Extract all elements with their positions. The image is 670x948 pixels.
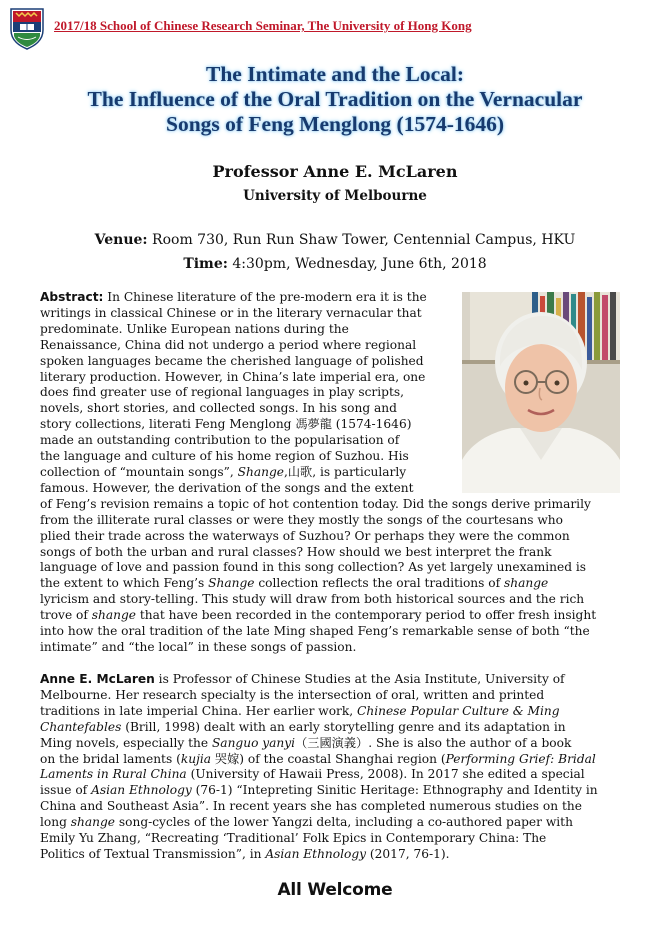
bio-line: (76-1) “Intepreting Sinitic Heritage: Ethnography and Identity in: [191, 783, 598, 798]
abstract-line: into how the oral tradition of the late Ming shaped Feng’s remarkable sense of both “the: [40, 624, 590, 639]
bio-line: Ming novels, especially the: [40, 735, 212, 750]
abstract-italic: shange: [91, 608, 136, 623]
talk-title-line-3: Songs of Feng Menglong (1574-1646): [165, 112, 505, 136]
abstract-line: ,山歌, is particularly: [284, 464, 407, 479]
abstract-line: famous. However, the derivation of the songs and the extent: [40, 480, 414, 495]
bio-italic: Chinese Popular Culture & Ming: [357, 703, 560, 718]
bio-line: (University of Hawaii Press, 2008). In 2017 she edited a special: [186, 767, 585, 782]
abstract-line: trove of: [40, 608, 92, 623]
abstract-line: songs of both the urban and rural classes? How should we best interpret the frank: [40, 544, 552, 559]
time-value: 4:30pm, Wednesday, June 6th, 2018: [227, 256, 487, 272]
time: [0, 256, 670, 272]
abstract-line: from the illiterate rural classes or were they mostly the songs of the courtesans who: [40, 512, 563, 527]
bio-italic: Performing Grief: Bridal: [445, 751, 596, 766]
abstract-line: made an outstanding contribution to the popularisation of: [40, 433, 400, 448]
venue-label: Venue:: [94, 232, 148, 248]
abstract-line: of Feng’s revision remains a topic of hot contention today. Did the songs derive primarily: [40, 496, 591, 511]
abstract-line: writings in classical Chinese or in the literary vernacular that: [40, 305, 422, 320]
abstract-line: collection reflects the oral traditions of: [254, 576, 505, 591]
bio-line: Politics of Textual Transmission”, in: [40, 846, 266, 861]
bio-italic: Sanguo yanyi: [211, 735, 296, 750]
bio-line: （三國演義）. She is also the author of a book: [295, 735, 572, 750]
bio-italic: Asian Ethnology: [265, 846, 367, 861]
venue-value: Room 730, Run Run Shaw Tower, Centennial Campus, HKU: [147, 232, 576, 248]
abstract-label: Abstract:: [40, 290, 104, 304]
abstract-line: Renaissance, China did not undergo a period where regional: [40, 337, 417, 352]
abstract-line: predominate. Unlike European nations during the: [40, 321, 349, 336]
bio-line: 哭嫁) of the coastal Shanghai region (: [211, 751, 446, 766]
bio-line: (2017, 76-1).: [366, 846, 450, 861]
bio-line: Melbourne. Her research specialty is the intersection of oral, written and printed: [40, 687, 545, 702]
talk-title-line-1: The Intimate and the Local:: [206, 62, 464, 86]
abstract-line: In Chinese literature of the pre-modern era it is the: [103, 290, 427, 304]
abstract-line: novels, short stories, and collected songs. In his song and: [40, 401, 397, 416]
abstract-line: collection of “mountain songs”,: [40, 464, 238, 479]
abstract-italic: Shange: [237, 464, 284, 479]
bio-italic: kujia: [180, 751, 212, 766]
bio-line: (Brill, 1998) dealt with an early storytelling genre and its adaptation in: [121, 719, 566, 734]
abstract-italic: Shange: [208, 576, 255, 591]
bio-line: on the bridal laments (: [40, 751, 181, 766]
all-welcome-footer: All Welcome: [277, 880, 393, 900]
bio-italic: Laments in Rural China: [40, 767, 187, 782]
talk-title: [20, 62, 650, 137]
bio-line: traditions in late imperial China. Her earlier work,: [40, 703, 358, 718]
bio-line: issue of: [40, 783, 92, 798]
abstract-line: literary production. However, in China’s late imperial era, one: [40, 369, 426, 384]
abstract-line: lyricism and story-telling. This study will draw from both historical sources and the rich: [40, 592, 585, 607]
talk-title-line-2: The Influence of the Oral Tradition on the Vernacular: [87, 87, 583, 111]
bio-italic: Chantefables: [40, 719, 122, 734]
abstract-line: language of love and passion found in this song collection? As yet largely unexamined is: [40, 560, 587, 575]
seminar-series-heading: 2017/18 School of Chinese Research Seminar, The University of Hong Kong: [54, 18, 472, 33]
speaker-affiliation: University of Melbourne: [243, 188, 427, 204]
abstract-line: spoken languages became the cherished language of polished: [40, 353, 424, 368]
abstract-line: does find greater use of regional languages in play scripts,: [40, 385, 404, 400]
abstract-line: plied their trade across the waterways of Suzhou? Or perhaps they were the common: [40, 528, 570, 543]
bio-line: long: [40, 815, 71, 830]
hku-crest-icon: [8, 6, 46, 50]
speaker-name: Professor Anne E. McLaren: [212, 162, 458, 181]
abstract-line: story collections, literati Feng Menglong 馮夢龍 (1574-1646): [40, 417, 412, 432]
header: [8, 6, 662, 50]
abstract-italic: shange: [504, 576, 549, 591]
time-label: Time:: [183, 256, 228, 272]
abstract-line: intimate” and “the local” in these songs of passion.: [40, 639, 357, 654]
bio-name: Anne E. McLaren: [40, 672, 155, 686]
abstract-line: that have been recorded in the contemporary period to offer fresh insight: [136, 608, 597, 623]
bio-line: song-cycles of the lower Yangzi delta, including a co-authored paper with: [115, 815, 573, 830]
bio-italic: shange: [70, 815, 115, 830]
venue: [0, 232, 670, 248]
speaker-bio: [40, 672, 632, 863]
bio-line: Emily Yu Zhang, “Recreating ‘Traditional’ Folk Epics in Contemporary China: The: [40, 831, 547, 846]
abstract-line: the extent to which Feng’s: [40, 576, 209, 591]
bio-line: China and Southeast Asia”. In recent years she has completed numerous studies on the: [40, 799, 582, 814]
bio-line: is Professor of Chinese Studies at the Asia Institute, University of: [154, 672, 565, 686]
abstract-line: the language and culture of his home region of Suzhou. His: [40, 449, 409, 464]
bio-italic: Asian Ethnology: [91, 783, 192, 798]
abstract: [40, 290, 632, 656]
